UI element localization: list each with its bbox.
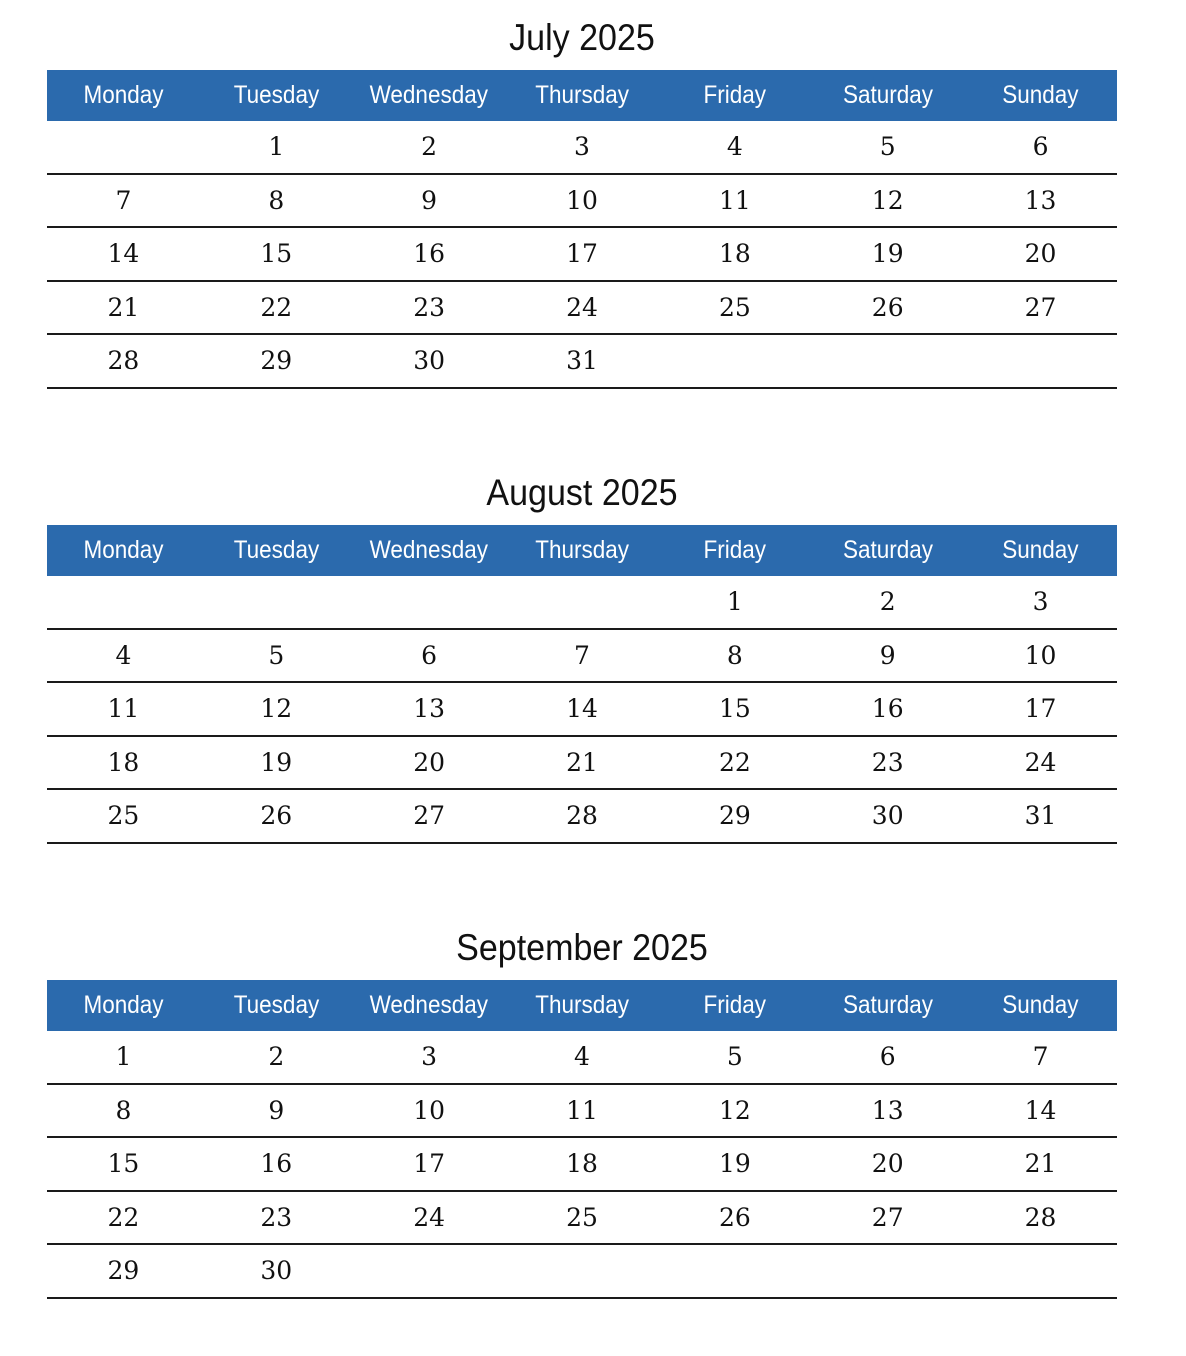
weekday-label: Monday xyxy=(83,991,164,1019)
day-cell: 25 xyxy=(107,801,140,831)
day-cell: 12 xyxy=(871,185,904,215)
day-cell: 13 xyxy=(871,1095,904,1125)
day-cell: 3 xyxy=(421,1042,438,1072)
day-cell: 10 xyxy=(413,1095,446,1125)
month-calendar xyxy=(47,455,1117,844)
weekday-header-cell xyxy=(47,525,200,576)
day-cell: 31 xyxy=(566,346,598,376)
day-cell: 27 xyxy=(413,801,446,831)
day-cell: 7 xyxy=(1032,1042,1049,1072)
weekday-header-cell xyxy=(811,980,964,1031)
weekday-header-cell xyxy=(658,980,811,1031)
weekday-header-cell xyxy=(964,70,1117,121)
day-cell: 6 xyxy=(879,1042,896,1072)
weekday-header-row xyxy=(47,525,1117,576)
weekday-label: Friday xyxy=(703,991,767,1019)
weekday-header-cell xyxy=(506,70,659,121)
day-cell: 28 xyxy=(107,346,140,376)
day-cell: 12 xyxy=(718,1095,751,1125)
day-cell: 22 xyxy=(260,292,293,322)
weekday-label: Thursday xyxy=(535,81,629,109)
weekday-label: Thursday xyxy=(535,991,629,1019)
day-cell: 25 xyxy=(718,292,751,322)
week-row xyxy=(47,175,1117,229)
day-cell: 22 xyxy=(718,747,751,777)
day-cell: 5 xyxy=(268,640,285,670)
empty-day-cell xyxy=(658,1245,811,1297)
week-row xyxy=(47,282,1117,336)
day-cell: 26 xyxy=(871,292,904,322)
weekday-header-cell xyxy=(658,525,811,576)
day-cell: 6 xyxy=(1032,132,1049,162)
weekday-label: Monday xyxy=(83,81,164,109)
weekday-label: Tuesday xyxy=(233,81,320,109)
weekday-label: Wednesday xyxy=(369,81,489,109)
day-cell: 24 xyxy=(1024,747,1057,777)
empty-day-cell xyxy=(658,335,811,387)
day-cell: 15 xyxy=(260,239,293,269)
empty-day-cell xyxy=(811,1245,964,1297)
weekday-header-cell xyxy=(353,525,506,576)
weekday-header-cell xyxy=(47,980,200,1031)
empty-day-cell xyxy=(200,576,353,628)
day-cell: 17 xyxy=(413,1149,446,1179)
day-cell: 11 xyxy=(107,694,140,724)
day-cell: 30 xyxy=(260,1256,293,1286)
day-cell: 29 xyxy=(718,801,751,831)
day-cell: 4 xyxy=(115,640,132,670)
week-row xyxy=(47,1138,1117,1192)
weekday-label: Wednesday xyxy=(369,536,489,564)
weekday-label: Wednesday xyxy=(369,991,489,1019)
day-cell: 23 xyxy=(260,1202,293,1232)
day-cell: 19 xyxy=(871,239,904,269)
week-row xyxy=(47,790,1117,844)
empty-day-cell xyxy=(811,335,964,387)
day-cell: 19 xyxy=(260,747,293,777)
weekday-label: Monday xyxy=(83,536,164,564)
month-title: July 2025 xyxy=(509,17,655,58)
day-cell: 28 xyxy=(566,801,598,831)
weekday-header-cell xyxy=(353,70,506,121)
empty-day-cell xyxy=(353,576,506,628)
day-cell: 4 xyxy=(726,132,743,162)
day-cell: 20 xyxy=(413,747,446,777)
empty-day-cell xyxy=(506,576,659,628)
empty-day-cell xyxy=(353,1245,506,1297)
day-cell: 31 xyxy=(1024,801,1057,831)
day-cell: 20 xyxy=(1024,239,1057,269)
day-cell: 23 xyxy=(413,292,446,322)
day-cell: 10 xyxy=(1024,640,1057,670)
weekday-label: Saturday xyxy=(842,81,933,109)
day-cell: 1 xyxy=(726,587,743,617)
day-cell: 29 xyxy=(107,1256,140,1286)
empty-day-cell xyxy=(964,335,1117,387)
day-cell: 18 xyxy=(566,1149,598,1179)
day-cell: 22 xyxy=(107,1202,140,1232)
day-cell: 7 xyxy=(115,185,132,215)
weekday-header-cell xyxy=(47,70,200,121)
empty-day-cell xyxy=(47,121,200,173)
day-cell: 9 xyxy=(421,185,438,215)
day-cell: 13 xyxy=(413,694,446,724)
weekday-header-row xyxy=(47,980,1117,1031)
day-cell: 14 xyxy=(1024,1095,1057,1125)
week-row xyxy=(47,630,1117,684)
weekday-header-cell xyxy=(353,980,506,1031)
week-row xyxy=(47,737,1117,791)
weekday-header-cell xyxy=(200,70,353,121)
week-row xyxy=(47,335,1117,389)
day-cell: 19 xyxy=(718,1149,751,1179)
day-cell: 21 xyxy=(1024,1149,1057,1179)
day-cell: 11 xyxy=(718,185,751,215)
day-cell: 24 xyxy=(566,292,598,322)
day-cell: 23 xyxy=(871,747,904,777)
day-cell: 25 xyxy=(566,1202,598,1232)
day-cell: 20 xyxy=(871,1149,904,1179)
day-cell: 5 xyxy=(726,1042,743,1072)
day-cell: 10 xyxy=(566,185,598,215)
week-row xyxy=(47,576,1117,630)
month-calendar xyxy=(47,910,1117,1299)
empty-day-cell xyxy=(964,1245,1117,1297)
week-row xyxy=(47,1192,1117,1246)
weekday-label: Sunday xyxy=(1002,81,1079,109)
day-cell: 14 xyxy=(107,239,140,269)
day-cell: 1 xyxy=(268,132,285,162)
week-row xyxy=(47,683,1117,737)
week-row xyxy=(47,1085,1117,1139)
weekday-label: Friday xyxy=(703,536,767,564)
day-cell: 13 xyxy=(1024,185,1057,215)
day-cell: 15 xyxy=(718,694,751,724)
week-row xyxy=(47,228,1117,282)
weekday-label: Saturday xyxy=(842,536,933,564)
day-cell: 3 xyxy=(1032,587,1049,617)
day-cell: 7 xyxy=(574,640,590,670)
day-cell: 8 xyxy=(115,1095,132,1125)
weekday-header-cell xyxy=(200,525,353,576)
day-cell: 8 xyxy=(726,640,743,670)
month-title: August 2025 xyxy=(486,472,678,513)
day-cell: 4 xyxy=(574,1042,590,1072)
weekday-header-cell xyxy=(811,70,964,121)
day-cell: 21 xyxy=(566,747,598,777)
day-cell: 2 xyxy=(421,132,438,162)
day-cell: 9 xyxy=(879,640,896,670)
day-cell: 5 xyxy=(879,132,896,162)
day-cell: 9 xyxy=(268,1095,285,1125)
day-cell: 2 xyxy=(268,1042,285,1072)
day-cell: 12 xyxy=(260,694,293,724)
day-cell: 27 xyxy=(1024,292,1057,322)
day-cell: 1 xyxy=(115,1042,132,1072)
day-cell: 15 xyxy=(107,1149,140,1179)
weekday-label: Sunday xyxy=(1002,991,1079,1019)
day-cell: 17 xyxy=(1024,694,1057,724)
day-cell: 29 xyxy=(260,346,293,376)
weekday-header-row xyxy=(47,70,1117,121)
weekday-header-cell xyxy=(811,525,964,576)
day-cell: 14 xyxy=(566,694,598,724)
weekday-header-cell xyxy=(658,70,811,121)
day-cell: 16 xyxy=(871,694,904,724)
day-cell: 26 xyxy=(718,1202,751,1232)
weekday-label: Thursday xyxy=(535,536,629,564)
weekday-label: Sunday xyxy=(1002,536,1079,564)
weekday-label: Tuesday xyxy=(233,536,320,564)
day-cell: 16 xyxy=(413,239,446,269)
day-cell: 18 xyxy=(107,747,140,777)
weekday-header-cell xyxy=(964,525,1117,576)
day-cell: 6 xyxy=(421,640,438,670)
weekday-label: Saturday xyxy=(842,991,933,1019)
day-cell: 17 xyxy=(566,239,598,269)
day-cell: 24 xyxy=(413,1202,446,1232)
day-cell: 30 xyxy=(871,801,904,831)
day-cell: 26 xyxy=(260,801,293,831)
empty-day-cell xyxy=(506,1245,659,1297)
empty-day-cell xyxy=(47,576,200,628)
weekday-header-cell xyxy=(964,980,1117,1031)
weekday-label: Tuesday xyxy=(233,991,320,1019)
day-cell: 16 xyxy=(260,1149,293,1179)
weekday-header-cell xyxy=(506,525,659,576)
day-cell: 18 xyxy=(718,239,751,269)
day-cell: 2 xyxy=(879,587,896,617)
week-row xyxy=(47,1245,1117,1299)
week-row xyxy=(47,1031,1117,1085)
weekday-header-cell xyxy=(200,980,353,1031)
day-cell: 11 xyxy=(566,1095,598,1125)
weekday-label: Friday xyxy=(703,81,767,109)
day-cell: 27 xyxy=(871,1202,904,1232)
weekday-header-cell xyxy=(506,980,659,1031)
month-calendar xyxy=(47,0,1117,389)
day-cell: 21 xyxy=(107,292,140,322)
day-cell: 8 xyxy=(268,185,285,215)
month-title: September 2025 xyxy=(456,927,708,968)
week-row xyxy=(47,121,1117,175)
day-cell: 3 xyxy=(574,132,590,162)
day-cell: 30 xyxy=(413,346,446,376)
day-cell: 28 xyxy=(1024,1202,1057,1232)
